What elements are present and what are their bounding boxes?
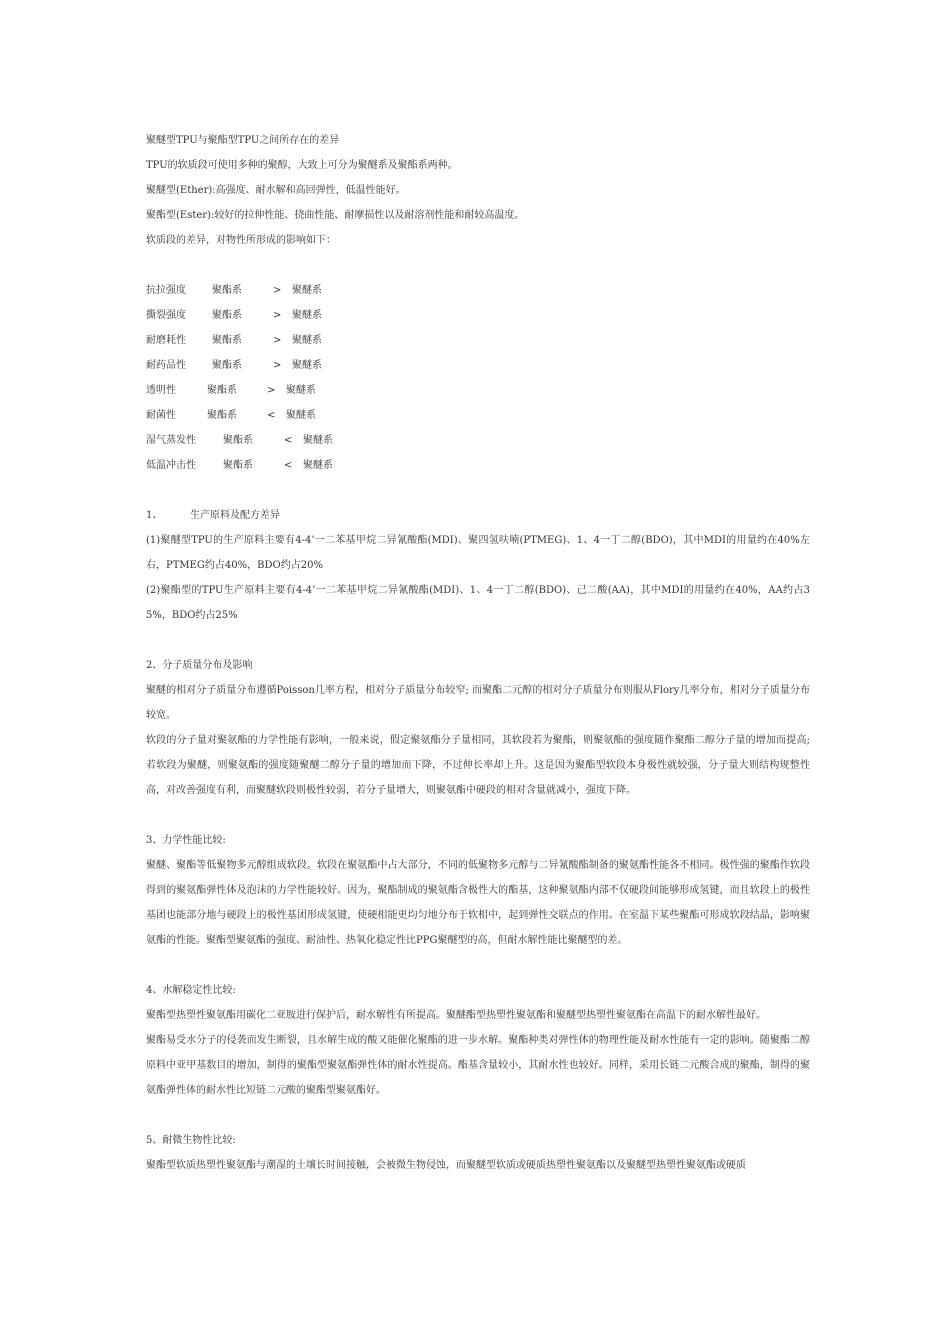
comparison-operator: > <box>273 335 282 346</box>
property-label: 耐菌性 <box>146 410 176 421</box>
polyester-label: 聚酯系 <box>223 435 253 446</box>
section-heading: 4、水解稳定性比较: <box>146 985 236 996</box>
section-paragraph: 聚酯型热塑性聚氨酯用碳化二亚胺进行保护后，耐水解性有所提高。聚醚酯型热塑性聚氨酯和聚醚型热塑性聚氨酯在高温下的耐水解性最好。 <box>146 1010 766 1021</box>
comparison-operator: > <box>273 310 282 321</box>
section-paragraph: 聚醚的相对分子质量分布遵循Poisson几率方程，相对分子质量分布较窄; 而聚酯二元醇的相对分子质量分布则服从Flory几率分布，相对分子质量分布较宽。 <box>146 685 810 721</box>
comparison-row <box>146 328 810 353</box>
section-paragraph: 聚醚、聚酯等低聚物多元醇组成软段。软段在聚氨酯中占大部分，不同的低聚物多元醇与二异氰酸酯制备的聚氨酯性能各不相同。极性强的聚酯作软段得到的聚氨酯弹性体及泡沫的力学性能较好。因为，聚酯制成的聚氨酯含极性大的酯基，这种聚氨酯内部不仅硬段间能够形成氢键，而且软段上的极性基团也能部分地与硬段上的极性基团形成氢键，使硬相能更均匀地分布于软相中，起到弹性交联点的作用。在室温下某些聚酯可形成软段结晶，影响聚氨酯的性能。聚酯型聚氨酯的强度、耐油性、热氧化稳定性比PPG聚醚型的高，但耐水解性能比聚醚型的差。 <box>146 860 810 946</box>
section-number: 1、 <box>146 510 163 521</box>
polyether-label: 聚醚系 <box>292 335 322 346</box>
comparison-operator: > <box>267 385 276 396</box>
comparison-operator: < <box>284 460 293 471</box>
polyester-label: 聚酯系 <box>207 385 237 396</box>
polyether-label: 聚醚系 <box>292 285 322 296</box>
document-title: 聚醚型TPU与聚酯型TPU之间所存在的差异 <box>146 135 340 146</box>
section-paragraph: 聚酯型软质热塑性聚氨酯与潮湿的土壤长时间接触，会被微生物侵蚀，而聚醚型软质或硬质热塑性聚氨酯以及聚醚型热塑性聚氨酯或硬质 <box>146 1160 746 1171</box>
document-body <box>146 128 810 1178</box>
property-label: 撕裂强度 <box>146 310 186 321</box>
comparison-row <box>146 428 810 453</box>
spacer <box>146 803 810 828</box>
polyether-label: 聚醚系 <box>292 360 322 371</box>
polyether-label: 聚醚系 <box>292 310 322 321</box>
property-label: 耐磨耗性 <box>146 335 186 346</box>
polyester-label: 聚酯系 <box>212 285 242 296</box>
spacer <box>146 478 810 503</box>
spacer <box>146 628 810 653</box>
comparison-operator: < <box>267 410 276 421</box>
section-paragraph: 聚酯易受水分子的侵袭而发生断裂，且水解生成的酸又能催化聚酯的进一步水解。聚酯种类对弹性体的物理性能及耐水性能有一定的影响。随聚酯二醇原料中亚甲基数目的增加，制得的聚酯型聚氨酯弹性体的耐水性提高。酯基含量较小，其耐水性也较好。同样，采用长链二元酸合成的聚酯，制得的聚氨酯弹性体的耐水性比短链二元酸的聚酯型聚氨酯好。 <box>146 1035 810 1096</box>
polyether-label: 聚醚系 <box>286 410 316 421</box>
property-label: 透明性 <box>146 385 176 396</box>
intro-line: 聚酯型(Ester):较好的拉伸性能、挠曲性能、耐摩损性以及耐溶剂性能和耐较高温度。 <box>146 210 525 221</box>
spacer <box>146 1103 810 1128</box>
comparison-operator: > <box>273 360 282 371</box>
comparison-row <box>146 303 810 328</box>
comparison-row <box>146 403 810 428</box>
section-paragraph: 软段的分子量对聚氨酯的力学性能有影响，一般来说，假定聚氨酯分子量相同，其软段若为聚酯，则聚氨酯的强度随作聚酯二醇分子量的增加而提高; 若软段为聚醚，则聚氨酯的强度随聚醚二醇分子量的增加而下降，不过伸长率却上升。这是因为聚酯型软段本身极性就较强，分子量大则结构规整性高，对改善强度有利，而聚醚软段则极性较弱，若分子量增大，则聚氨酯中硬段的相对含量就减小，强度下降。 <box>146 735 810 796</box>
comparison-row <box>146 378 810 403</box>
property-label: 抗拉强度 <box>146 285 186 296</box>
section-heading: 5、耐微生物性比较: <box>146 1135 236 1146</box>
polyether-label: 聚醚系 <box>303 460 333 471</box>
comparison-row <box>146 278 810 303</box>
polyether-label: 聚醚系 <box>303 435 333 446</box>
property-label: 湿气蒸发性 <box>146 435 196 446</box>
polyether-label: 聚醚系 <box>286 385 316 396</box>
property-label: 低温冲击性 <box>146 460 196 471</box>
section-heading <box>146 503 810 528</box>
section-paragraph: (2)聚酯型的TPU生产原料主要有4-4’一二苯基甲烷二异氰酸酯(MDI)、1、4一丁二醇(BDO)、己二酸(AA)，其中MDI的用量约在40%，AA约占35%，BDO约占25% <box>146 585 810 621</box>
section-heading: 2、分子质量分布及影响 <box>146 660 253 671</box>
polyester-label: 聚酯系 <box>223 460 253 471</box>
polyester-label: 聚酯系 <box>212 360 242 371</box>
polyester-label: 聚酯系 <box>212 335 242 346</box>
intro-line: TPU的软质段可使用多种的聚醇，大致上可分为聚醚系及聚酯系两种。 <box>146 160 458 171</box>
comparison-operator: < <box>284 435 293 446</box>
polyester-label: 聚酯系 <box>207 410 237 421</box>
spacer <box>146 953 810 978</box>
comparison-operator: > <box>273 285 282 296</box>
section-title: 生产原料及配方差异 <box>190 510 280 521</box>
section-paragraph: (1)聚醚型TPU的生产原料主要有4-4’一二苯基甲烷二异氰酸酯(MDI)、聚四氢呋喃(PTMEG)、1、4一丁二醇(BDO)，其中MDI的用量约在40%左右，PTMEG约占40%，BDO约占20% <box>146 535 810 571</box>
comparison-row <box>146 453 810 478</box>
polyester-label: 聚酯系 <box>212 310 242 321</box>
section-heading: 3、力学性能比较: <box>146 835 226 846</box>
comparison-list <box>146 278 810 478</box>
intro-line: 软质段的差异，对物性所形成的影响如下： <box>146 235 336 246</box>
spacer <box>146 253 810 278</box>
comparison-row <box>146 353 810 378</box>
intro-line: 聚醚型(Ether):高强度、耐水解和高回弹性，低温性能好。 <box>146 185 406 196</box>
property-label: 耐药品性 <box>146 360 186 371</box>
